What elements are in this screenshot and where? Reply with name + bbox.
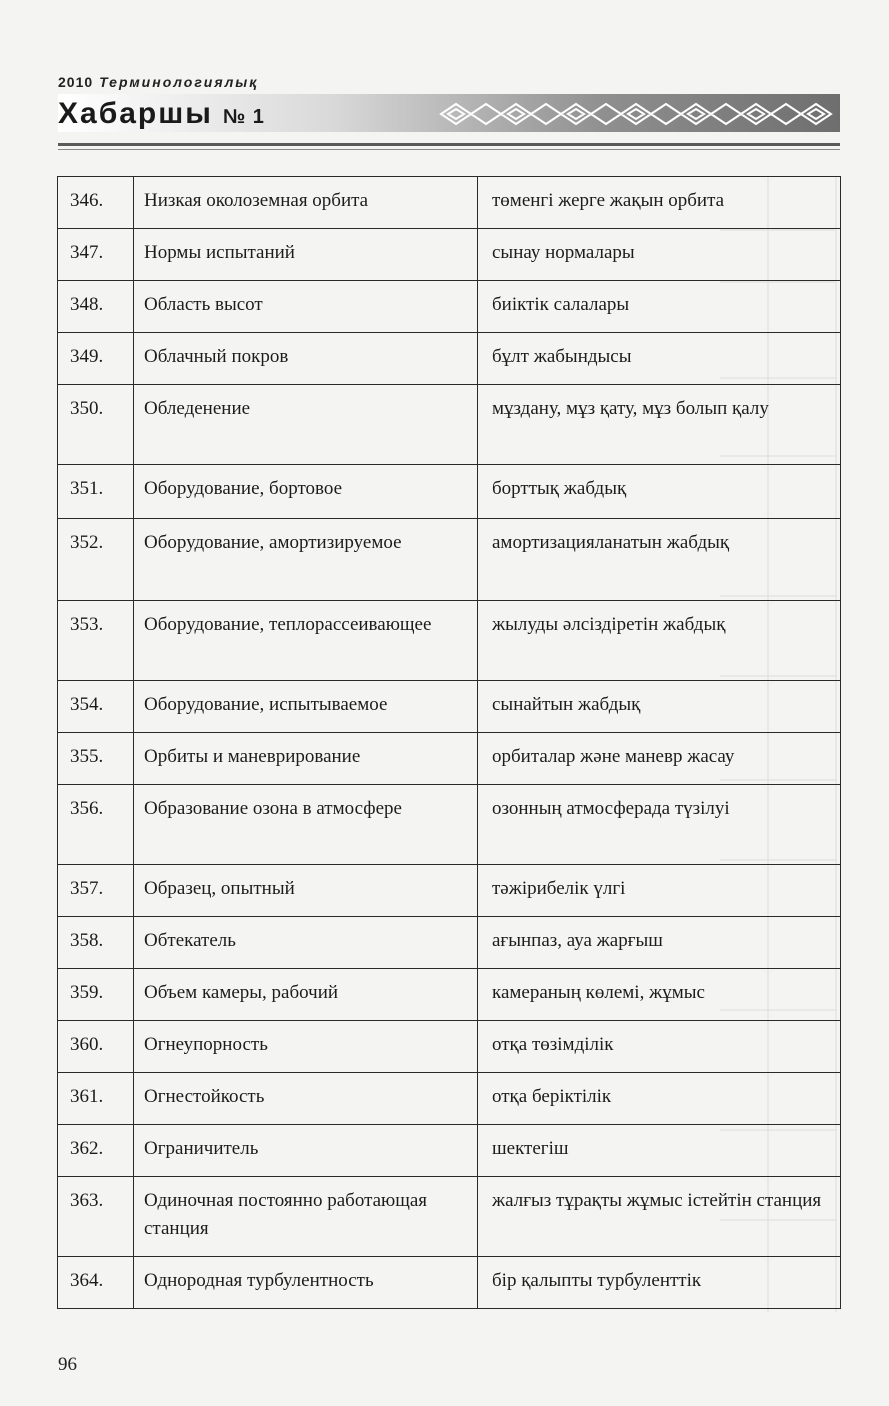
table-row — [58, 1021, 841, 1073]
header-journal-title: Терминологиялық — [99, 74, 259, 90]
term-number: 357. — [58, 865, 134, 917]
table-row — [58, 785, 841, 865]
term-number: 352. — [58, 519, 134, 601]
term-number: 364. — [58, 1257, 134, 1309]
table-row — [58, 519, 841, 601]
table-row — [58, 177, 841, 229]
term-kazakh: төменгі жерге жақын орбита — [478, 177, 841, 229]
term-number: 353. — [58, 601, 134, 681]
term-number: 362. — [58, 1125, 134, 1177]
term-kazakh: камераның көлемі, жұмыс — [478, 969, 841, 1021]
term-russian: Обтекатель — [134, 917, 478, 969]
term-number: 350. — [58, 385, 134, 465]
term-russian: Однородная турбулентность — [134, 1257, 478, 1309]
term-kazakh: отқа төзімділік — [478, 1021, 841, 1073]
term-russian: Низкая околоземная орбита — [134, 177, 478, 229]
term-number: 349. — [58, 333, 134, 385]
term-russian: Объем камеры, рабочий — [134, 969, 478, 1021]
table-row — [58, 333, 841, 385]
term-kazakh: бір қалыпты турбуленттік — [478, 1257, 841, 1309]
term-kazakh: жылуды әлсіздіретін жабдық — [478, 601, 841, 681]
term-russian: Обледенение — [134, 385, 478, 465]
header-rule — [58, 143, 840, 146]
table-row — [58, 681, 841, 733]
header-year: 2010 — [58, 74, 94, 90]
bulletin-title-line — [58, 96, 265, 135]
term-kazakh: сынау нормалары — [478, 229, 841, 281]
term-number: 356. — [58, 785, 134, 865]
table-row — [58, 385, 841, 465]
table-row — [58, 865, 841, 917]
header-bulletin: Хабаршы — [58, 97, 213, 130]
term-russian: Огнестойкость — [134, 1073, 478, 1125]
term-kazakh: амортизацияланатын жабдық — [478, 519, 841, 601]
term-number: 360. — [58, 1021, 134, 1073]
table-row — [58, 1125, 841, 1177]
term-kazakh: мұздану, мұз қату, мұз болып қалу — [478, 385, 841, 465]
term-russian: Оборудование, теплорассеивающее — [134, 601, 478, 681]
table-row — [58, 917, 841, 969]
term-number: 358. — [58, 917, 134, 969]
term-kazakh: шектегіш — [478, 1125, 841, 1177]
term-russian: Оборудование, испытываемое — [134, 681, 478, 733]
term-russian: Оборудование, бортовое — [134, 465, 478, 519]
term-russian: Оборудование, амортизируемое — [134, 519, 478, 601]
term-number: 351. — [58, 465, 134, 519]
table-row — [58, 1073, 841, 1125]
term-number: 359. — [58, 969, 134, 1021]
term-kazakh: жалғыз тұрақты жұмыс істейтін станция — [478, 1177, 841, 1257]
term-number: 354. — [58, 681, 134, 733]
term-russian: Орбиты и маневрирование — [134, 733, 478, 785]
ornament-decoration — [436, 99, 836, 129]
term-russian: Ограничитель — [134, 1125, 478, 1177]
running-header — [58, 72, 840, 158]
table-row — [58, 601, 841, 681]
term-number: 361. — [58, 1073, 134, 1125]
term-number: 346. — [58, 177, 134, 229]
term-russian: Образование озона в атмосфере — [134, 785, 478, 865]
term-kazakh: бұлт жабындысы — [478, 333, 841, 385]
term-russian: Область высот — [134, 281, 478, 333]
term-russian: Облачный покров — [134, 333, 478, 385]
table-row — [58, 969, 841, 1021]
table-row — [58, 465, 841, 519]
term-kazakh: сынайтын жабдық — [478, 681, 841, 733]
term-kazakh: отқа беріктілік — [478, 1073, 841, 1125]
table-row — [58, 733, 841, 785]
page-number: 96 — [58, 1354, 77, 1375]
term-kazakh: борттық жабдық — [478, 465, 841, 519]
table-body — [58, 177, 841, 1309]
journal-title-line — [58, 74, 258, 90]
term-kazakh: ағынпаз, ауа жарғыш — [478, 917, 841, 969]
term-kazakh: тәжірибелік үлгі — [478, 865, 841, 917]
term-number: 363. — [58, 1177, 134, 1257]
table-row — [58, 1177, 841, 1257]
term-number: 348. — [58, 281, 134, 333]
term-russian: Нормы испытаний — [134, 229, 478, 281]
term-russian: Образец, опытный — [134, 865, 478, 917]
term-kazakh: биіктік салалары — [478, 281, 841, 333]
term-number: 347. — [58, 229, 134, 281]
header-rule-thin — [58, 149, 840, 150]
table-row — [58, 229, 841, 281]
term-russian: Огнеупорность — [134, 1021, 478, 1073]
term-number: 355. — [58, 733, 134, 785]
header-issue: № 1 — [222, 106, 265, 128]
table-row — [58, 281, 841, 333]
table-row — [58, 1257, 841, 1309]
term-russian: Одиночная постоянно работающая станция — [134, 1177, 478, 1257]
term-kazakh: озонның атмосферада түзілуі — [478, 785, 841, 865]
term-kazakh: орбиталар және маневр жасау — [478, 733, 841, 785]
terminology-table — [57, 176, 841, 1309]
